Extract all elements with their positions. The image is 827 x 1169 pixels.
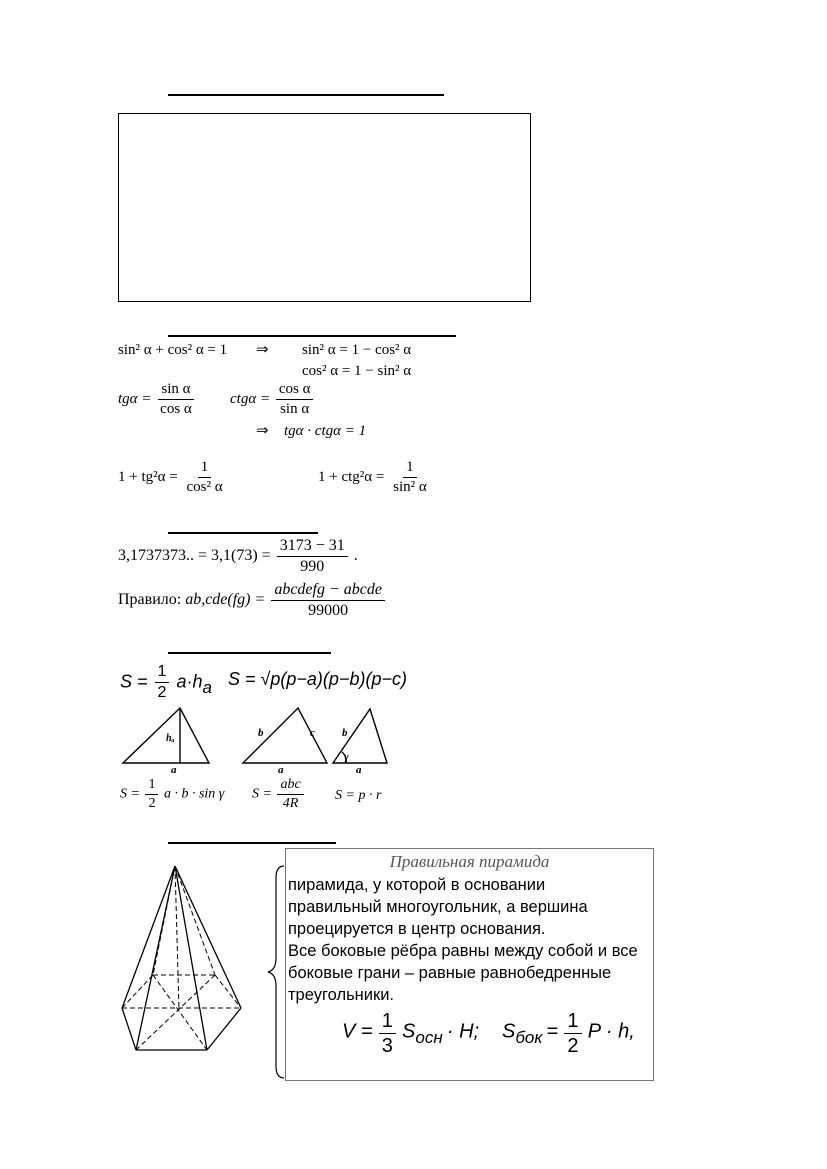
- label-b3: b: [342, 727, 348, 739]
- heading-rule-2: [168, 335, 456, 337]
- label-c2: c: [310, 727, 315, 739]
- pyramid-lateral-area-formula: Sбок = $\frac{1}{2}$ P · h,: [502, 1010, 635, 1057]
- triangles-figure: [115, 700, 415, 780]
- label-a2: a: [278, 764, 284, 776]
- box-title: Правильная пирамида: [389, 852, 550, 871]
- box-line-2: правильный многоугольник, а вершина: [288, 898, 588, 916]
- brace-icon: [262, 862, 286, 1082]
- implies-arrow-2: ⇒: [256, 423, 269, 439]
- box-line-5: боковые грани – равные равнобедренные: [288, 964, 612, 982]
- empty-box: [118, 113, 531, 302]
- label-a1: a: [171, 764, 177, 776]
- area-base-height: S = $\frac{1}{2}$ a·ha: [120, 663, 212, 701]
- pyramid-definition-box: [285, 848, 654, 1081]
- pyramid-volume-formula: V = $\frac{1}{3}$ Sосн · H;: [342, 1010, 480, 1057]
- implies-arrow-1: ⇒: [256, 342, 269, 358]
- heading-rule-4: [168, 652, 331, 654]
- one-plus-tg-formula: 1 + tg²α = $\frac{1}{\text{cos² α}}$: [118, 459, 223, 495]
- area-sine-formula: S = $\frac{1}{2}$ a · b · sin γ: [120, 777, 225, 811]
- periodic-rule: Правило: ab,cde(fg) = $\frac{\text{abcdefg − abcde}}{99000}$: [118, 582, 387, 619]
- one-plus-ctg-formula: 1 + ctg²α = $\frac{1}{\text{sin² α}}$: [318, 459, 427, 495]
- box-line-6: треугольники.: [288, 986, 395, 1004]
- box-line-3: проецируется в центр основания.: [288, 920, 546, 938]
- heading-rule-1: [168, 94, 444, 96]
- trig-identity: sin² α + cos² α = 1: [118, 342, 228, 358]
- label-b2: b: [258, 727, 264, 739]
- periodic-example: 3,1737373.. = 3,1(73) = $\frac{3173 - 31}{990}$ .: [118, 537, 358, 575]
- label-height: hₐ: [166, 733, 175, 744]
- heading-rule-3: [168, 532, 318, 534]
- label-gamma3: γ: [344, 751, 349, 763]
- ctg-formula: ctgα = $\frac{\text{cos α}}{\text{sin α}}$: [230, 382, 315, 417]
- heron-formula: S = √p(p−a)(p−b)(p−c): [228, 669, 407, 689]
- label-a3: a: [356, 764, 362, 776]
- tg-ctg-product: tgα · ctgα = 1: [284, 423, 367, 439]
- area-inradius-formula: S = p · r: [335, 788, 382, 803]
- box-line-1: пирамида, у которой в основании: [288, 876, 546, 894]
- tg-formula: tgα = $\frac{\text{sin α}}{\text{cos α}}$: [118, 381, 192, 417]
- heading-rule-5: [168, 842, 336, 844]
- area-circumradius-formula: S = $\frac{\text{abc}}{4R}$: [252, 778, 306, 811]
- trig-derived-1: sin² α = 1 − cos² α: [302, 342, 412, 358]
- pyramid-figure: [115, 858, 250, 1058]
- trig-derived-2: cos² α = 1 − sin² α: [302, 363, 412, 379]
- box-line-4: Все боковые рёбра равны между собой и все: [288, 942, 638, 960]
